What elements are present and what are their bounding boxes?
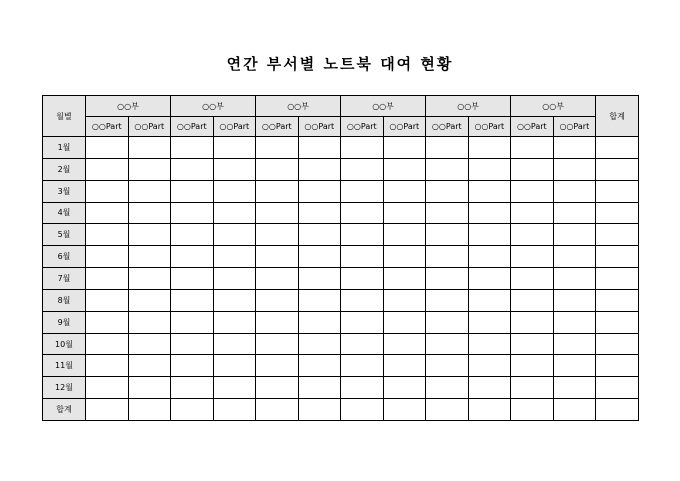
row-label: 11월: [43, 355, 86, 377]
data-cell[interactable]: [511, 246, 554, 268]
data-cell[interactable]: [553, 311, 596, 333]
data-cell[interactable]: [511, 333, 554, 355]
data-cell[interactable]: [213, 246, 256, 268]
table-row: [43, 333, 639, 355]
table-row: [43, 311, 639, 333]
data-cell[interactable]: [383, 246, 426, 268]
data-cell[interactable]: [426, 355, 469, 377]
data-cell[interactable]: [128, 311, 171, 333]
data-cell[interactable]: [468, 355, 511, 377]
data-cell[interactable]: [213, 180, 256, 202]
data-cell[interactable]: [426, 311, 469, 333]
data-cell[interactable]: [383, 158, 426, 180]
total-cell[interactable]: [596, 137, 639, 159]
total-header: 합계: [596, 96, 639, 137]
row-label: 4월: [43, 202, 86, 224]
row-label: 2월: [43, 158, 86, 180]
data-cell[interactable]: [426, 158, 469, 180]
data-cell[interactable]: [256, 377, 299, 399]
data-cell[interactable]: [298, 202, 341, 224]
table-row: [43, 158, 639, 180]
data-cell[interactable]: [511, 355, 554, 377]
data-cell[interactable]: [128, 246, 171, 268]
data-cell[interactable]: [426, 137, 469, 159]
data-cell[interactable]: [426, 377, 469, 399]
part-header: ○○Part: [341, 117, 384, 137]
data-cell[interactable]: [256, 268, 299, 290]
data-cell[interactable]: [128, 158, 171, 180]
row-label: 9월: [43, 311, 86, 333]
data-cell[interactable]: [128, 224, 171, 246]
data-cell[interactable]: [256, 289, 299, 311]
data-cell[interactable]: [171, 311, 214, 333]
total-cell[interactable]: [596, 399, 639, 421]
data-cell[interactable]: [341, 202, 384, 224]
data-cell[interactable]: [213, 289, 256, 311]
data-cell[interactable]: [426, 399, 469, 421]
data-cell[interactable]: [171, 377, 214, 399]
data-cell[interactable]: [298, 158, 341, 180]
department-header: ○○부: [341, 96, 426, 117]
data-cell[interactable]: [341, 377, 384, 399]
data-cell[interactable]: [383, 224, 426, 246]
data-cell[interactable]: [553, 399, 596, 421]
table-row: [43, 377, 639, 399]
total-cell[interactable]: [596, 158, 639, 180]
part-header: ○○Part: [86, 117, 129, 137]
data-cell[interactable]: [256, 311, 299, 333]
data-cell[interactable]: [86, 137, 129, 159]
total-cell[interactable]: [596, 289, 639, 311]
data-cell[interactable]: [171, 224, 214, 246]
data-cell[interactable]: [86, 246, 129, 268]
data-cell[interactable]: [213, 399, 256, 421]
data-cell[interactable]: [553, 180, 596, 202]
data-cell[interactable]: [213, 311, 256, 333]
table-row: [43, 268, 639, 290]
data-cell[interactable]: [128, 268, 171, 290]
data-cell[interactable]: [171, 268, 214, 290]
data-cell[interactable]: [256, 399, 299, 421]
data-cell[interactable]: [298, 224, 341, 246]
data-cell[interactable]: [128, 202, 171, 224]
data-cell[interactable]: [86, 311, 129, 333]
data-cell[interactable]: [256, 355, 299, 377]
data-cell[interactable]: [298, 355, 341, 377]
row-label: 합계: [43, 399, 86, 421]
table-row: [43, 355, 639, 377]
header-row-departments: [43, 96, 639, 117]
part-header: ○○Part: [256, 117, 299, 137]
data-cell[interactable]: [511, 158, 554, 180]
row-label: 3월: [43, 180, 86, 202]
part-header: ○○Part: [511, 117, 554, 137]
data-cell[interactable]: [298, 311, 341, 333]
page-title: 연간 부서별 노트북 대여 현황: [226, 55, 454, 73]
data-cell[interactable]: [171, 137, 214, 159]
data-cell[interactable]: [341, 399, 384, 421]
table-row: [43, 289, 639, 311]
data-cell[interactable]: [128, 333, 171, 355]
table-row: [43, 180, 639, 202]
data-cell[interactable]: [171, 158, 214, 180]
data-cell[interactable]: [213, 137, 256, 159]
data-cell[interactable]: [511, 202, 554, 224]
data-cell[interactable]: [553, 289, 596, 311]
data-cell[interactable]: [298, 246, 341, 268]
data-cell[interactable]: [553, 333, 596, 355]
row-label: 7월: [43, 268, 86, 290]
total-cell[interactable]: [596, 333, 639, 355]
total-cell[interactable]: [596, 311, 639, 333]
data-cell[interactable]: [86, 158, 129, 180]
data-cell[interactable]: [468, 399, 511, 421]
data-cell[interactable]: [298, 399, 341, 421]
data-cell[interactable]: [468, 311, 511, 333]
data-cell[interactable]: [383, 289, 426, 311]
data-cell[interactable]: [383, 268, 426, 290]
row-label: 1월: [43, 137, 86, 159]
row-label: 5월: [43, 224, 86, 246]
data-cell[interactable]: [553, 246, 596, 268]
data-cell[interactable]: [468, 224, 511, 246]
data-cell[interactable]: [256, 137, 299, 159]
total-cell[interactable]: [596, 224, 639, 246]
data-cell[interactable]: [383, 377, 426, 399]
data-cell[interactable]: [383, 202, 426, 224]
data-cell[interactable]: [341, 137, 384, 159]
data-cell[interactable]: [383, 180, 426, 202]
data-cell[interactable]: [86, 399, 129, 421]
data-cell[interactable]: [511, 137, 554, 159]
department-header: ○○부: [256, 96, 341, 117]
data-cell[interactable]: [468, 137, 511, 159]
data-cell[interactable]: [256, 246, 299, 268]
data-cell[interactable]: [341, 158, 384, 180]
department-header: ○○부: [86, 96, 171, 117]
data-cell[interactable]: [341, 333, 384, 355]
data-cell[interactable]: [171, 180, 214, 202]
data-cell[interactable]: [341, 180, 384, 202]
data-cell[interactable]: [341, 268, 384, 290]
part-header: ○○Part: [426, 117, 469, 137]
header-row-parts: [43, 117, 639, 137]
data-cell[interactable]: [468, 246, 511, 268]
data-cell[interactable]: [213, 224, 256, 246]
data-cell[interactable]: [511, 399, 554, 421]
data-cell[interactable]: [171, 333, 214, 355]
data-cell[interactable]: [426, 289, 469, 311]
data-cell[interactable]: [213, 158, 256, 180]
data-cell[interactable]: [171, 355, 214, 377]
data-cell[interactable]: [128, 137, 171, 159]
data-cell[interactable]: [213, 355, 256, 377]
department-header: ○○부: [511, 96, 596, 117]
data-cell[interactable]: [298, 377, 341, 399]
data-cell[interactable]: [468, 268, 511, 290]
total-cell[interactable]: [596, 246, 639, 268]
data-cell[interactable]: [298, 268, 341, 290]
part-header: ○○Part: [171, 117, 214, 137]
data-cell[interactable]: [468, 180, 511, 202]
data-cell[interactable]: [86, 268, 129, 290]
table-row: [43, 399, 639, 421]
data-cell[interactable]: [86, 377, 129, 399]
data-cell[interactable]: [86, 180, 129, 202]
data-cell[interactable]: [256, 180, 299, 202]
data-cell[interactable]: [426, 202, 469, 224]
data-cell[interactable]: [86, 333, 129, 355]
data-cell[interactable]: [256, 202, 299, 224]
month-header: 월별: [43, 96, 86, 137]
data-cell[interactable]: [298, 137, 341, 159]
data-cell[interactable]: [468, 377, 511, 399]
row-label: 12월: [43, 377, 86, 399]
total-cell[interactable]: [596, 202, 639, 224]
data-cell[interactable]: [511, 224, 554, 246]
data-cell[interactable]: [511, 311, 554, 333]
data-cell[interactable]: [553, 158, 596, 180]
data-cell[interactable]: [298, 289, 341, 311]
data-cell[interactable]: [468, 333, 511, 355]
data-cell[interactable]: [213, 333, 256, 355]
department-header: ○○부: [171, 96, 256, 117]
data-cell[interactable]: [128, 399, 171, 421]
data-cell[interactable]: [86, 224, 129, 246]
data-cell[interactable]: [171, 246, 214, 268]
data-cell[interactable]: [383, 399, 426, 421]
row-label: 10월: [43, 333, 86, 355]
data-cell[interactable]: [341, 224, 384, 246]
total-cell[interactable]: [596, 355, 639, 377]
data-cell[interactable]: [553, 377, 596, 399]
data-cell[interactable]: [128, 289, 171, 311]
table-row: [43, 202, 639, 224]
data-cell[interactable]: [86, 202, 129, 224]
row-label: 8월: [43, 289, 86, 311]
total-cell[interactable]: [596, 268, 639, 290]
data-cell[interactable]: [256, 224, 299, 246]
part-header: ○○Part: [298, 117, 341, 137]
data-cell[interactable]: [511, 268, 554, 290]
data-cell[interactable]: [383, 311, 426, 333]
data-cell[interactable]: [86, 355, 129, 377]
data-cell[interactable]: [383, 137, 426, 159]
data-cell[interactable]: [553, 137, 596, 159]
data-cell[interactable]: [171, 399, 214, 421]
data-cell[interactable]: [171, 289, 214, 311]
data-cell[interactable]: [426, 333, 469, 355]
data-cell[interactable]: [553, 355, 596, 377]
data-cell[interactable]: [553, 224, 596, 246]
data-cell[interactable]: [341, 311, 384, 333]
data-cell[interactable]: [468, 158, 511, 180]
data-cell[interactable]: [426, 180, 469, 202]
data-cell[interactable]: [213, 268, 256, 290]
part-header: ○○Part: [383, 117, 426, 137]
data-cell[interactable]: [553, 202, 596, 224]
table-row: [43, 246, 639, 268]
data-cell[interactable]: [468, 202, 511, 224]
data-cell[interactable]: [426, 224, 469, 246]
data-cell[interactable]: [256, 333, 299, 355]
data-cell[interactable]: [128, 377, 171, 399]
part-header: ○○Part: [553, 117, 596, 137]
data-cell[interactable]: [128, 180, 171, 202]
data-cell[interactable]: [298, 333, 341, 355]
row-label: 6월: [43, 246, 86, 268]
part-header: ○○Part: [213, 117, 256, 137]
data-cell[interactable]: [511, 180, 554, 202]
data-cell[interactable]: [341, 246, 384, 268]
table-row: [43, 137, 639, 159]
data-cell[interactable]: [341, 355, 384, 377]
data-cell[interactable]: [383, 355, 426, 377]
data-cell[interactable]: [213, 377, 256, 399]
data-cell[interactable]: [341, 289, 384, 311]
part-header: ○○Part: [468, 117, 511, 137]
data-cell[interactable]: [256, 158, 299, 180]
data-cell[interactable]: [511, 377, 554, 399]
data-cell[interactable]: [171, 202, 214, 224]
data-cell[interactable]: [298, 180, 341, 202]
total-cell[interactable]: [596, 180, 639, 202]
part-header: ○○Part: [128, 117, 171, 137]
data-cell[interactable]: [553, 268, 596, 290]
table-row: [43, 224, 639, 246]
rental-status-table: [42, 95, 639, 421]
data-cell[interactable]: [426, 268, 469, 290]
total-cell[interactable]: [596, 377, 639, 399]
data-cell[interactable]: [128, 355, 171, 377]
data-cell[interactable]: [468, 289, 511, 311]
data-cell[interactable]: [511, 289, 554, 311]
data-cell[interactable]: [213, 202, 256, 224]
department-header: ○○부: [426, 96, 511, 117]
data-cell[interactable]: [86, 289, 129, 311]
data-cell[interactable]: [426, 246, 469, 268]
data-cell[interactable]: [383, 333, 426, 355]
